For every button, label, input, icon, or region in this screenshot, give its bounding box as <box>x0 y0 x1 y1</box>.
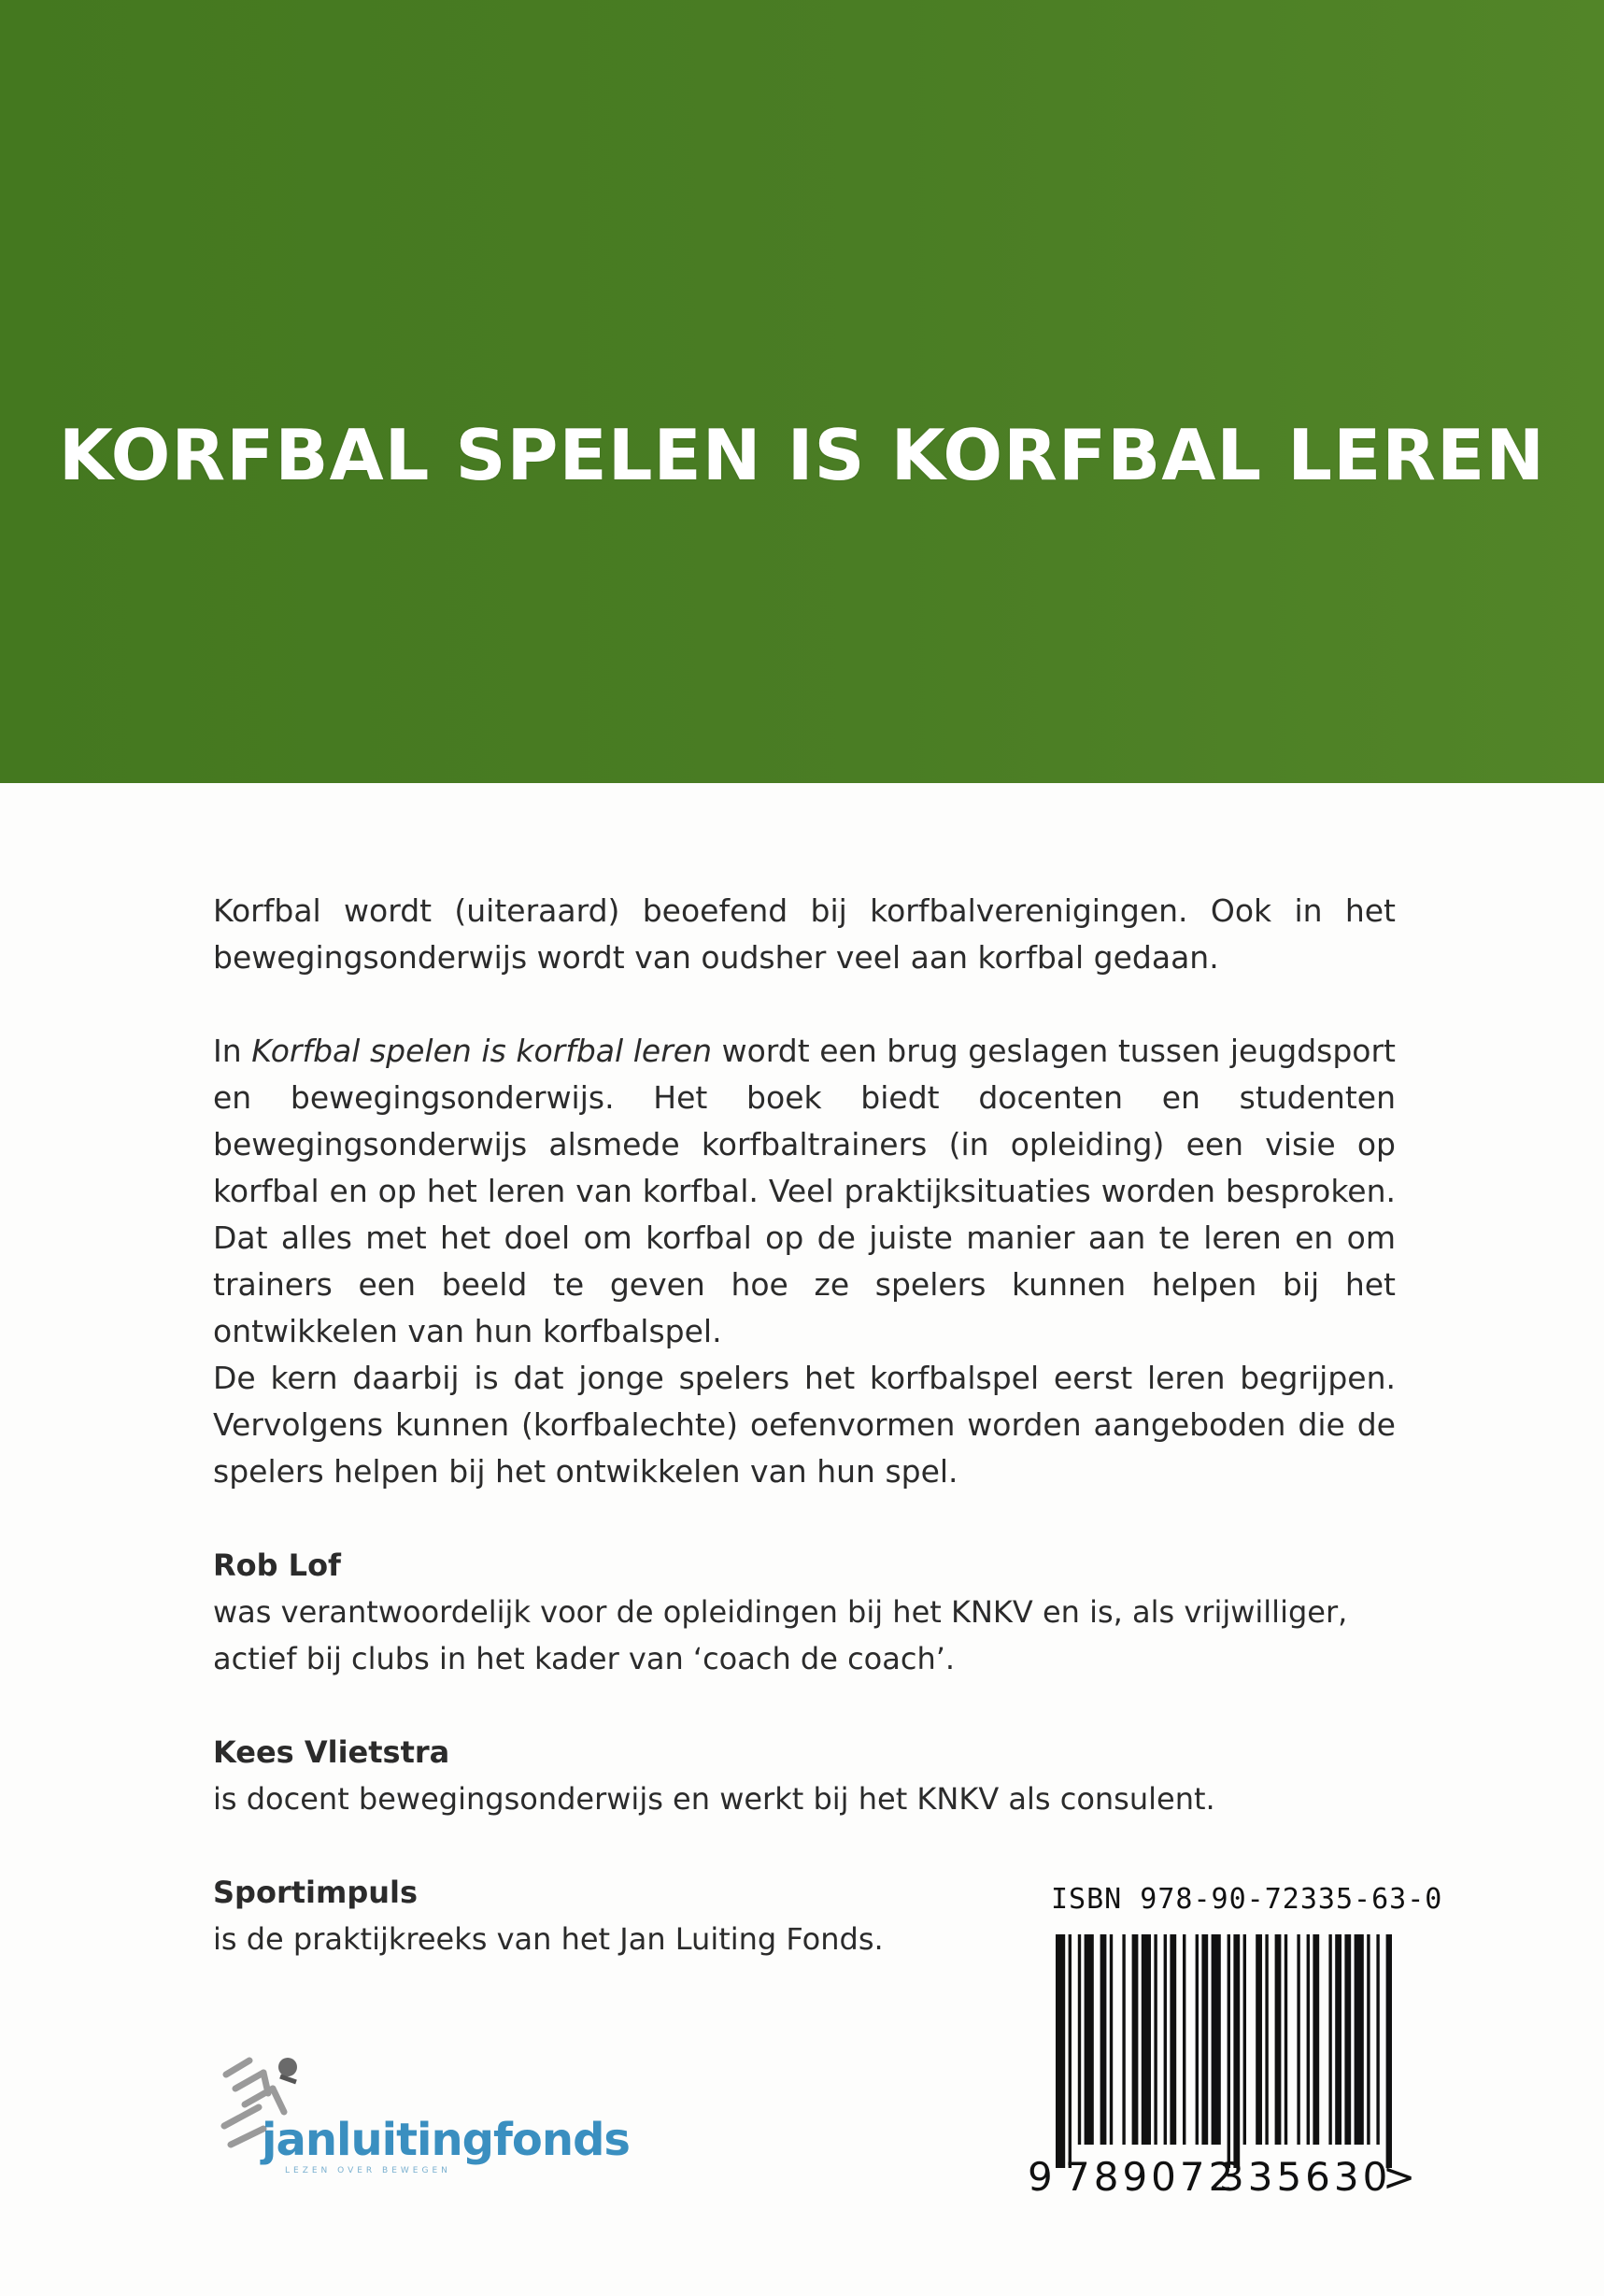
barcode-bar <box>1285 1934 1287 2145</box>
publisher-logo <box>207 2037 630 2177</box>
barcode-bar <box>1376 1934 1379 2145</box>
barcode-bar <box>1154 1934 1157 2145</box>
barcode-bar <box>1335 1934 1341 2145</box>
ean-first-digit: 9 <box>1028 2154 1053 2200</box>
series-name: Sportimpuls <box>213 1875 419 1910</box>
barcode-bar <box>1228 1934 1230 2168</box>
barcode-bars <box>1056 1934 1392 2168</box>
paragraph-description-prefix: In <box>213 1033 252 1069</box>
logo-wordmark <box>262 2114 630 2166</box>
paragraph-core-text: De kern daarbij is dat jonge spelers het korfbalspel eerst leren begrijpen. Vervolgens kunnen (korfbalechte) oefenvormen worden aangeboden die de spelers helpen bij het ontwikkelen van hun spel. <box>213 1360 1396 1490</box>
ean-left-group: 789072 <box>1065 2154 1238 2200</box>
book-title: KORFBAL SPELEN IS KORFBAL LEREN <box>58 414 1546 496</box>
author-name: Rob Lof <box>213 1547 341 1583</box>
barcode-bar <box>1275 1934 1282 2145</box>
barcode-bar <box>1344 1934 1351 2145</box>
series-block-sportimpuls <box>213 1869 979 1962</box>
isbn-barcode <box>1028 1883 1443 2215</box>
barcode-bar <box>1069 1934 1072 2168</box>
title-band <box>0 0 1604 783</box>
barcode-bar <box>1355 1934 1364 2145</box>
author-name: Kees Vlietstra <box>213 1734 450 1770</box>
barcode-bar <box>1297 1934 1299 2145</box>
barcode-bar <box>1100 1934 1107 2145</box>
barcode-bar <box>1386 1934 1392 2168</box>
barcode-bar <box>1196 1934 1199 2145</box>
logo-tagline: LEZEN OVER BEWEGEN <box>285 2166 451 2175</box>
ean-right-group: 335630 <box>1219 2154 1392 2200</box>
author-bio: was verantwoordelijk voor de opleidingen bij het KNKV en is, als vrijwilliger, actief bij clubs in het kader van ‘coach de coach’. <box>213 1594 1348 1676</box>
barcode-bar <box>1085 1934 1094 2145</box>
barcode-bar <box>1256 1934 1262 2145</box>
barcode-bar <box>1233 1934 1240 2168</box>
author-bio: is docent bewegingsonderwijs en werkt bij het KNKV als consulent. <box>213 1781 1215 1817</box>
paragraph-description-rest: wordt een brug geslagen tussen jeugdsport en bewegingsonderwijs. Het boek biedt docenten en studenten bewegingsonderwijs alsmede korfbaltrainers (in opleiding) een visie op korfbal en op het leren van korfbal. Veel praktijksituaties worden besproken. Dat alles met het doel om korfbal op de juiste manier aan te leren en om trainers een beeld te geven hoe ze spelers kunnen helpen bij het ontwikkelen van hun korfbalspel. <box>213 1033 1396 1349</box>
barcode-bar <box>1313 1934 1319 2145</box>
barcode-bar <box>1243 1934 1246 2145</box>
logo-text-light: janluiting <box>262 2114 494 2166</box>
barcode-bar <box>1212 1934 1221 2145</box>
book-title-italic: Korfbal spelen is korfbal leren <box>251 1033 712 1069</box>
paragraph-description <box>213 1028 1396 1355</box>
barcode-bar <box>1110 1934 1113 2145</box>
ean-arrow: > <box>1383 2154 1416 2200</box>
barcode-bar <box>1201 1934 1208 2145</box>
author-block-rob-lof <box>213 1542 1396 1682</box>
logo-text-bold: fonds <box>493 2114 630 2166</box>
paragraph-intro-text: Korfbal wordt (uiteraard) beoefend bij korfbalverenigingen. Ook in het bewegingsonderwijs wordt van oudsher veel aan korfbal gedaan. <box>213 892 1396 976</box>
series-description: is de praktijkreeks van het Jan Luiting Fonds. <box>213 1921 884 1957</box>
author-block-kees-vlietstra <box>213 1729 1396 1822</box>
isbn-label: ISBN 978-90-72335-63-0 <box>1051 1883 1443 1916</box>
barcode-bar <box>1056 1934 1065 2168</box>
barcode-bar <box>1132 1934 1139 2145</box>
barcode-bar <box>1328 1934 1331 2145</box>
barcode-bar <box>1078 1934 1081 2145</box>
barcode-bar <box>1183 1934 1185 2145</box>
barcode-bar <box>1122 1934 1125 2145</box>
paragraph-description-text <box>213 1028 1396 1355</box>
paragraph-intro <box>213 888 1396 981</box>
paragraph-core <box>213 1355 1396 1495</box>
barcode-bar <box>1307 1934 1310 2145</box>
barcode-bar <box>1265 1934 1268 2145</box>
barcode-bar <box>1367 1934 1370 2145</box>
barcode-bar <box>1142 1934 1151 2145</box>
barcode-bar <box>1164 1934 1167 2145</box>
barcode-bar <box>1170 1934 1176 2145</box>
